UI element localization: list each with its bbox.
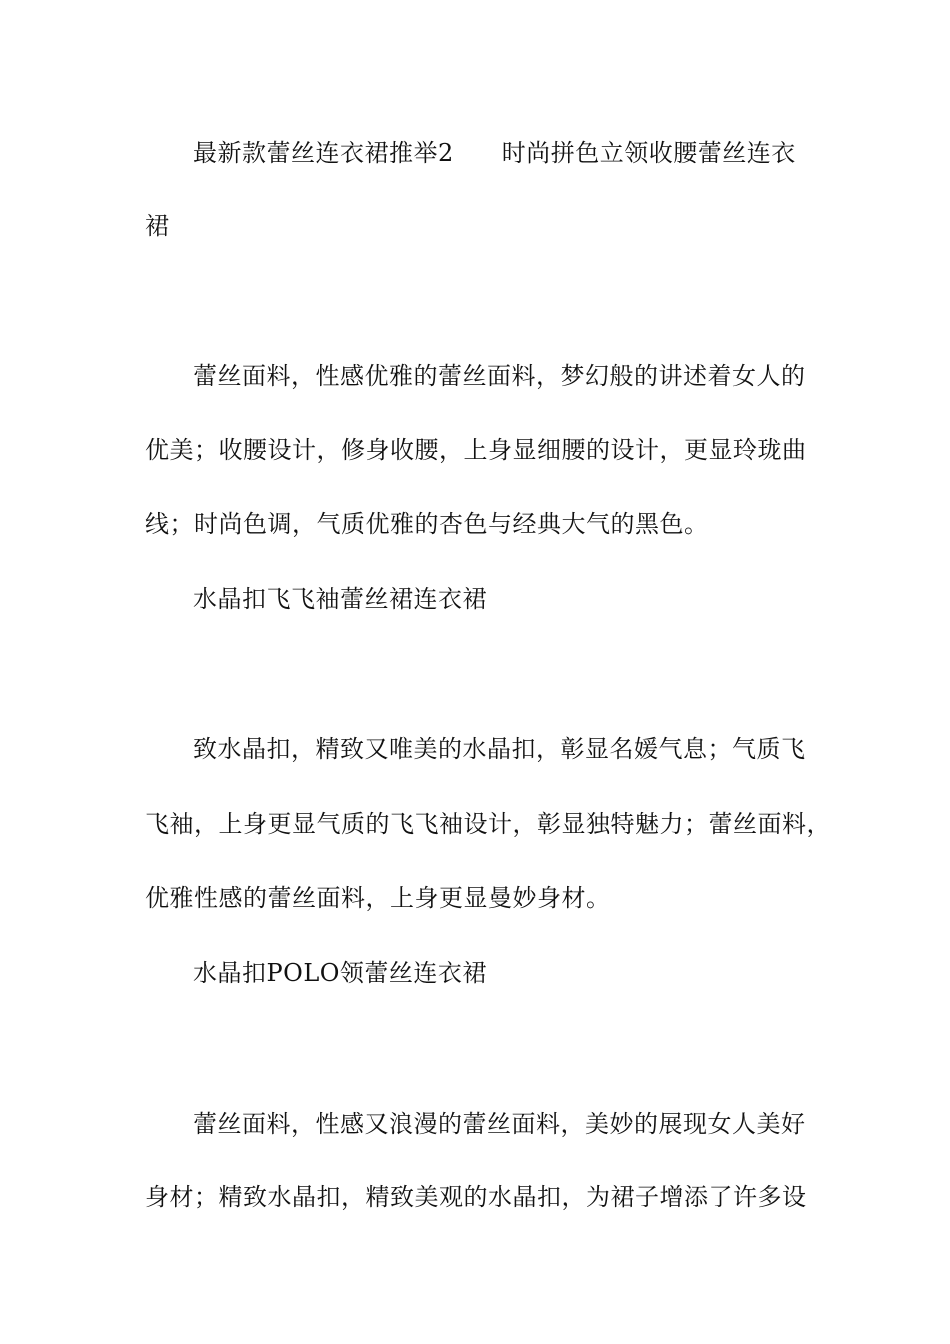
paragraph-1-line-3: 线；时尚色调，气质优雅的杏色与经典大气的黑色。 (145, 510, 709, 538)
paragraph-3-line-2: 身材；精致水晶扣，精致美观的水晶扣，为裙子增添了许多设 (145, 1183, 807, 1211)
paragraph-2-line-1: 致水晶扣，精致又唯美的水晶扣，彰显名媛气息；气质飞 (193, 735, 806, 763)
paragraph-2-line-3: 优雅性感的蕾丝面料，上身更显曼妙身材。 (145, 884, 611, 912)
paragraph-1-line-2: 优美；收腰设计，修身收腰，上身显细腰的设计，更显玲珑曲 (145, 436, 807, 464)
heading-part-a: 最新款蕾丝连衣裙推举2 (193, 139, 454, 167)
subheading-1: 水晶扣飞飞袖蕾丝裙连衣裙 (193, 585, 487, 613)
heading-part-b: 时尚拼色立领收腰蕾丝连衣 (501, 139, 796, 167)
paragraph-3-line-1: 蕾丝面料，性感又浪漫的蕾丝面料，美妙的展现女人美好 (193, 1110, 806, 1138)
heading-line-1 (193, 137, 873, 169)
subheading-2: 水晶扣POLO领蕾丝连衣裙 (193, 959, 487, 987)
paragraph-2-line-2: 飞袖，上身更显气质的飞飞袖设计，彰显独特魅力；蕾丝面料， (145, 810, 831, 838)
heading-line-2: 裙 (145, 212, 170, 240)
paragraph-1-line-1: 蕾丝面料，性感优雅的蕾丝面料，梦幻般的讲述着女人的 (193, 362, 806, 390)
